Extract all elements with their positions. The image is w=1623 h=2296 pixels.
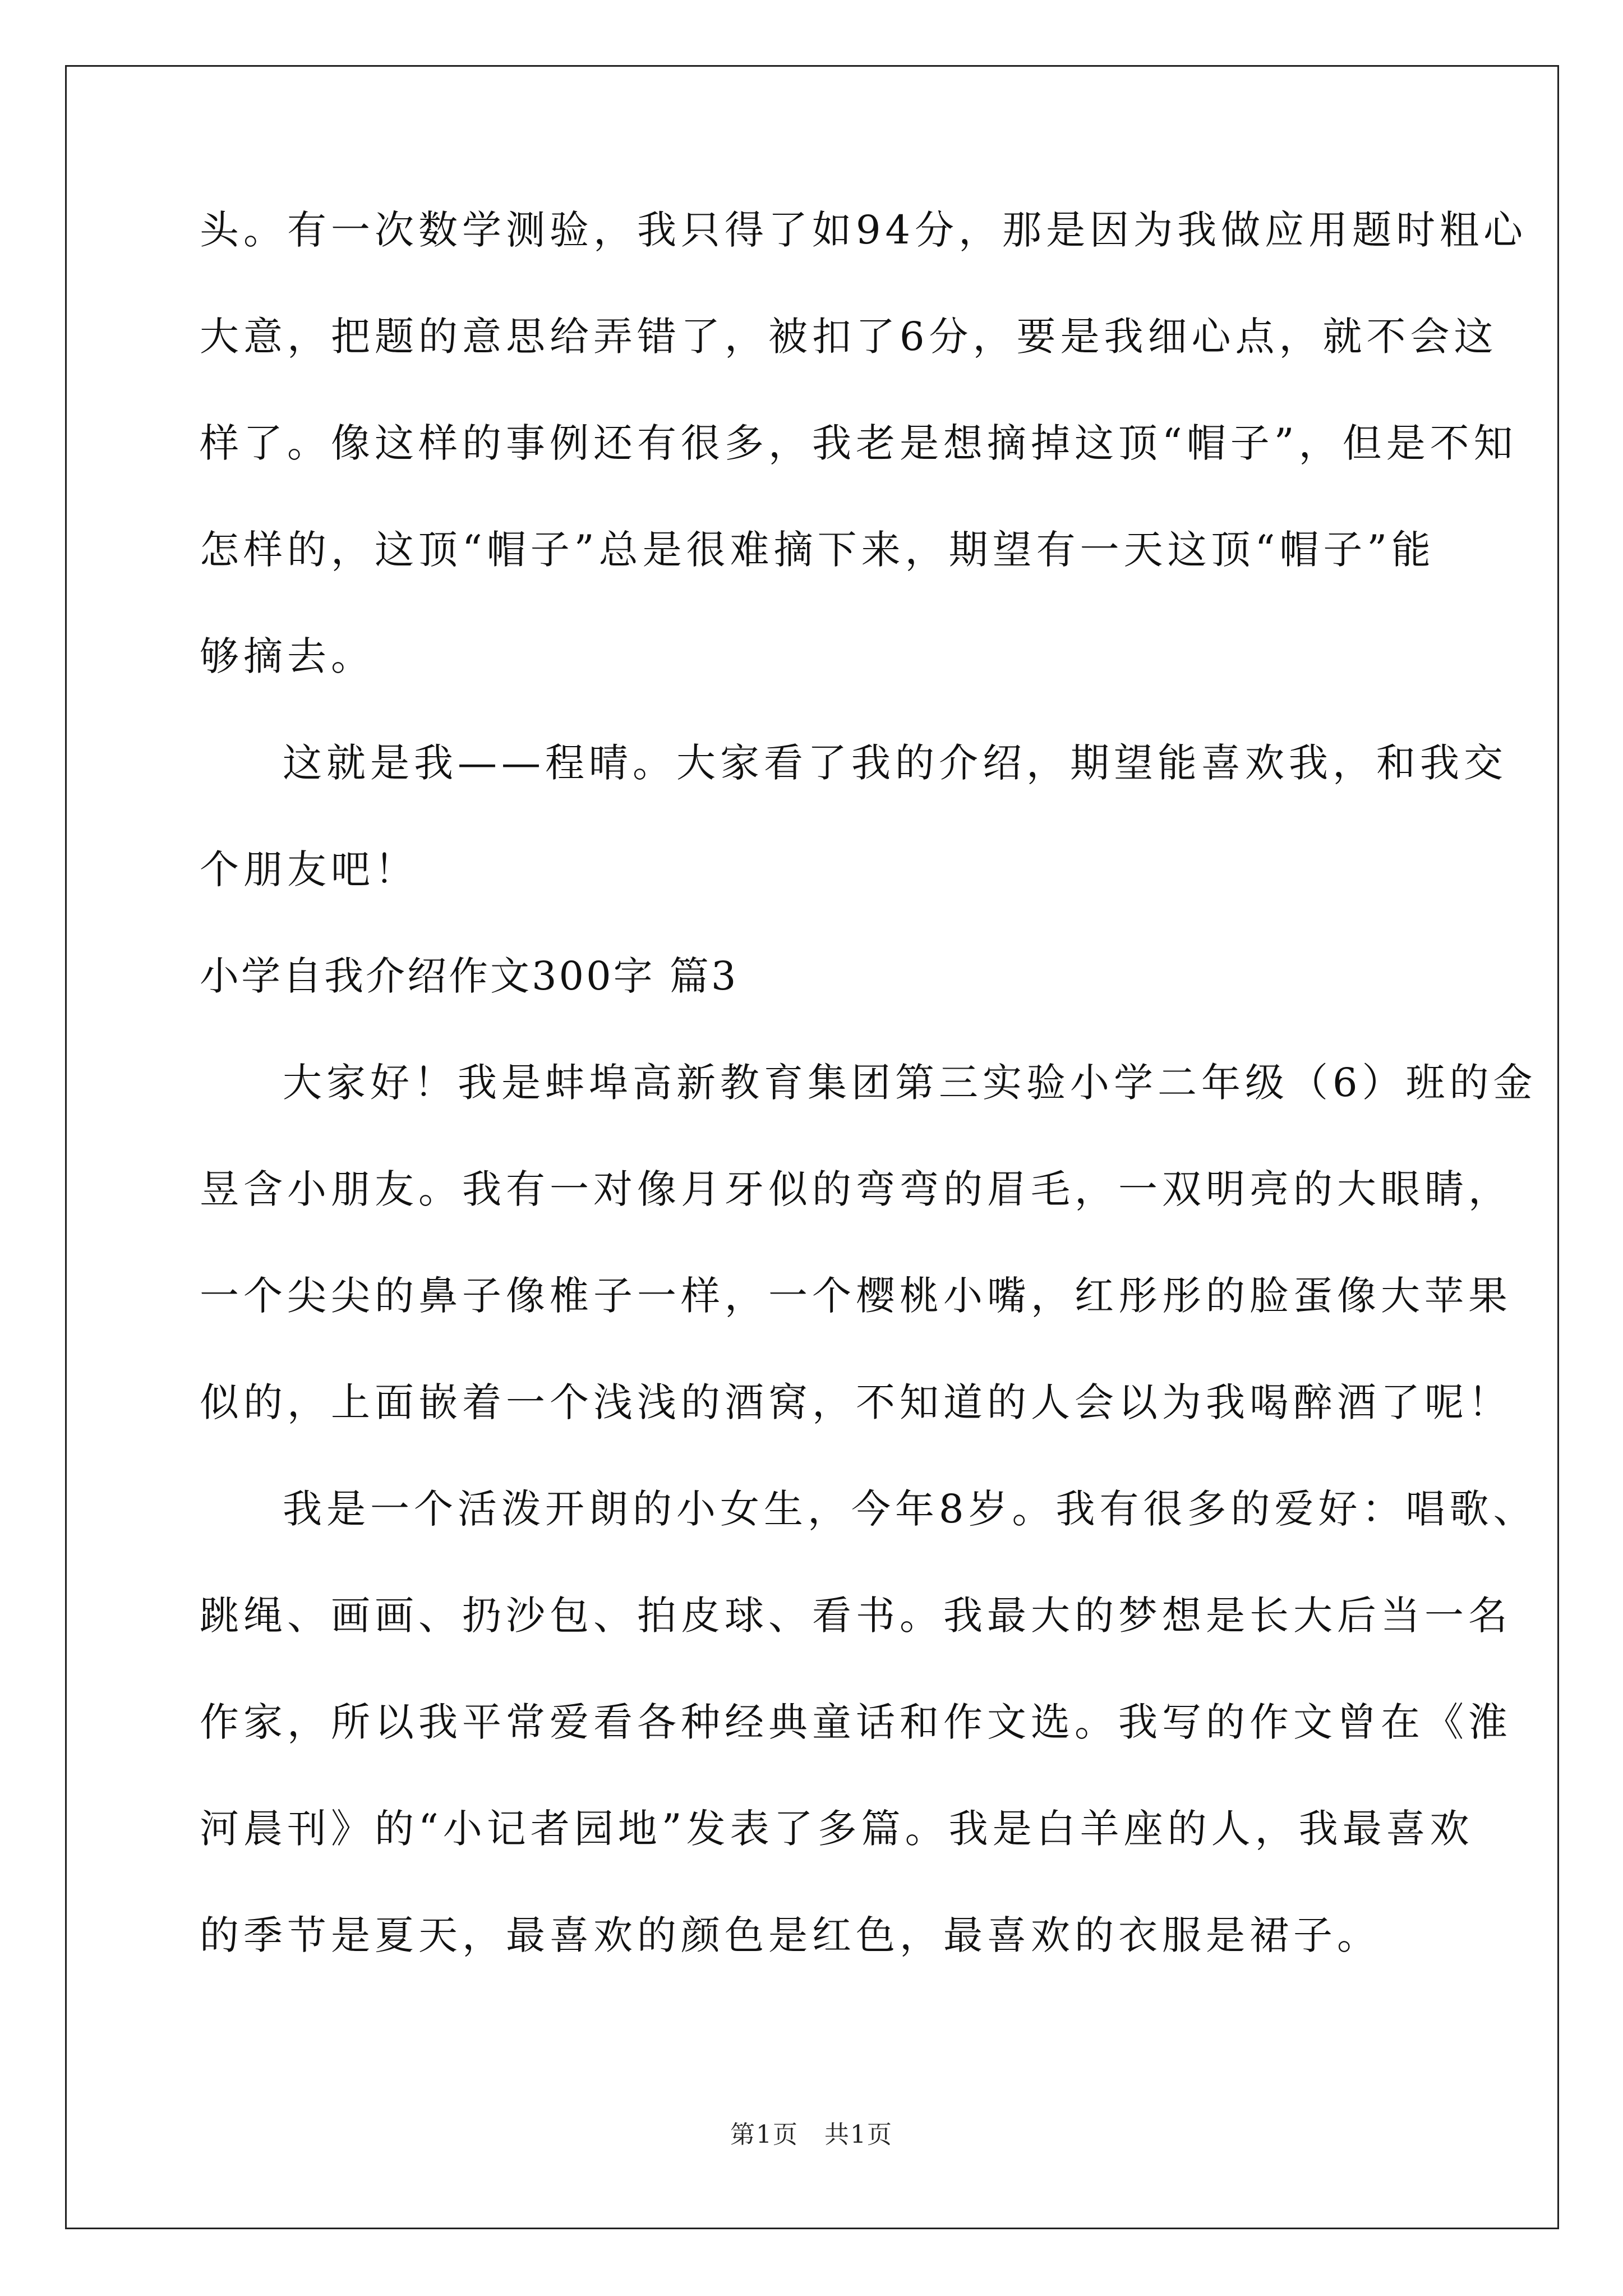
section-heading: 小学自我介绍作文300字 篇3 (200, 953, 739, 999)
text-line: 大意，把题的意思给弄错了，被扣了6分，要是我细心点，就不会这 (200, 314, 1498, 360)
page-number-footer: 第1页 共1页 (730, 2120, 893, 2149)
text-line: 怎样的，这顶“帽子”总是很难摘下来，期望有一天这顶“帽子”能 (200, 527, 1436, 573)
paragraph-start-line: 这就是我——程晴。大家看了我的介绍，期望能喜欢我，和我交 (283, 740, 1507, 786)
text-line: 昱含小朋友。我有一对像月牙似的弯弯的眉毛，一双明亮的大眼睛， (200, 1166, 1512, 1212)
text-line: 样了。像这样的事例还有很多，我老是想摘掉这顶“帽子”，但是不知 (200, 420, 1518, 466)
text-line: 头。有一次数学测验，我只得了如94分，那是因为我做应用题时粗心 (200, 207, 1528, 253)
paragraph-start-line: 大家好！我是蚌埠高新教育集团第三实验小学二年级（6）班的金 (283, 1060, 1537, 1106)
text-line: 个朋友吧！ (200, 846, 418, 892)
text-line: 作家，所以我平常爱看各种经典童话和作文选。我写的作文曾在《淮 (200, 1699, 1512, 1745)
text-line: 的季节是夏天，最喜欢的颜色是红色，最喜欢的衣服是裙子。 (200, 1912, 1381, 1958)
text-line: 够摘去。 (200, 633, 375, 679)
text-line: 似的，上面嵌着一个浅浅的酒窝，不知道的人会以为我喝醉酒了呢！ (200, 1379, 1512, 1425)
paragraph-start-line: 我是一个活泼开朗的小女生，今年8岁。我有很多的爱好：唱歌、 (283, 1486, 1537, 1532)
text-line: 跳绳、画画、扔沙包、拍皮球、看书。我最大的梦想是长大后当一名 (200, 1593, 1512, 1639)
text-line: 河晨刊》的“小记者园地”发表了多篇。我是白羊座的人，我最喜欢 (200, 1806, 1474, 1852)
text-line: 一个尖尖的鼻子像椎子一样，一个樱桃小嘴，红彤彤的脸蛋像大苹果 (200, 1273, 1512, 1319)
